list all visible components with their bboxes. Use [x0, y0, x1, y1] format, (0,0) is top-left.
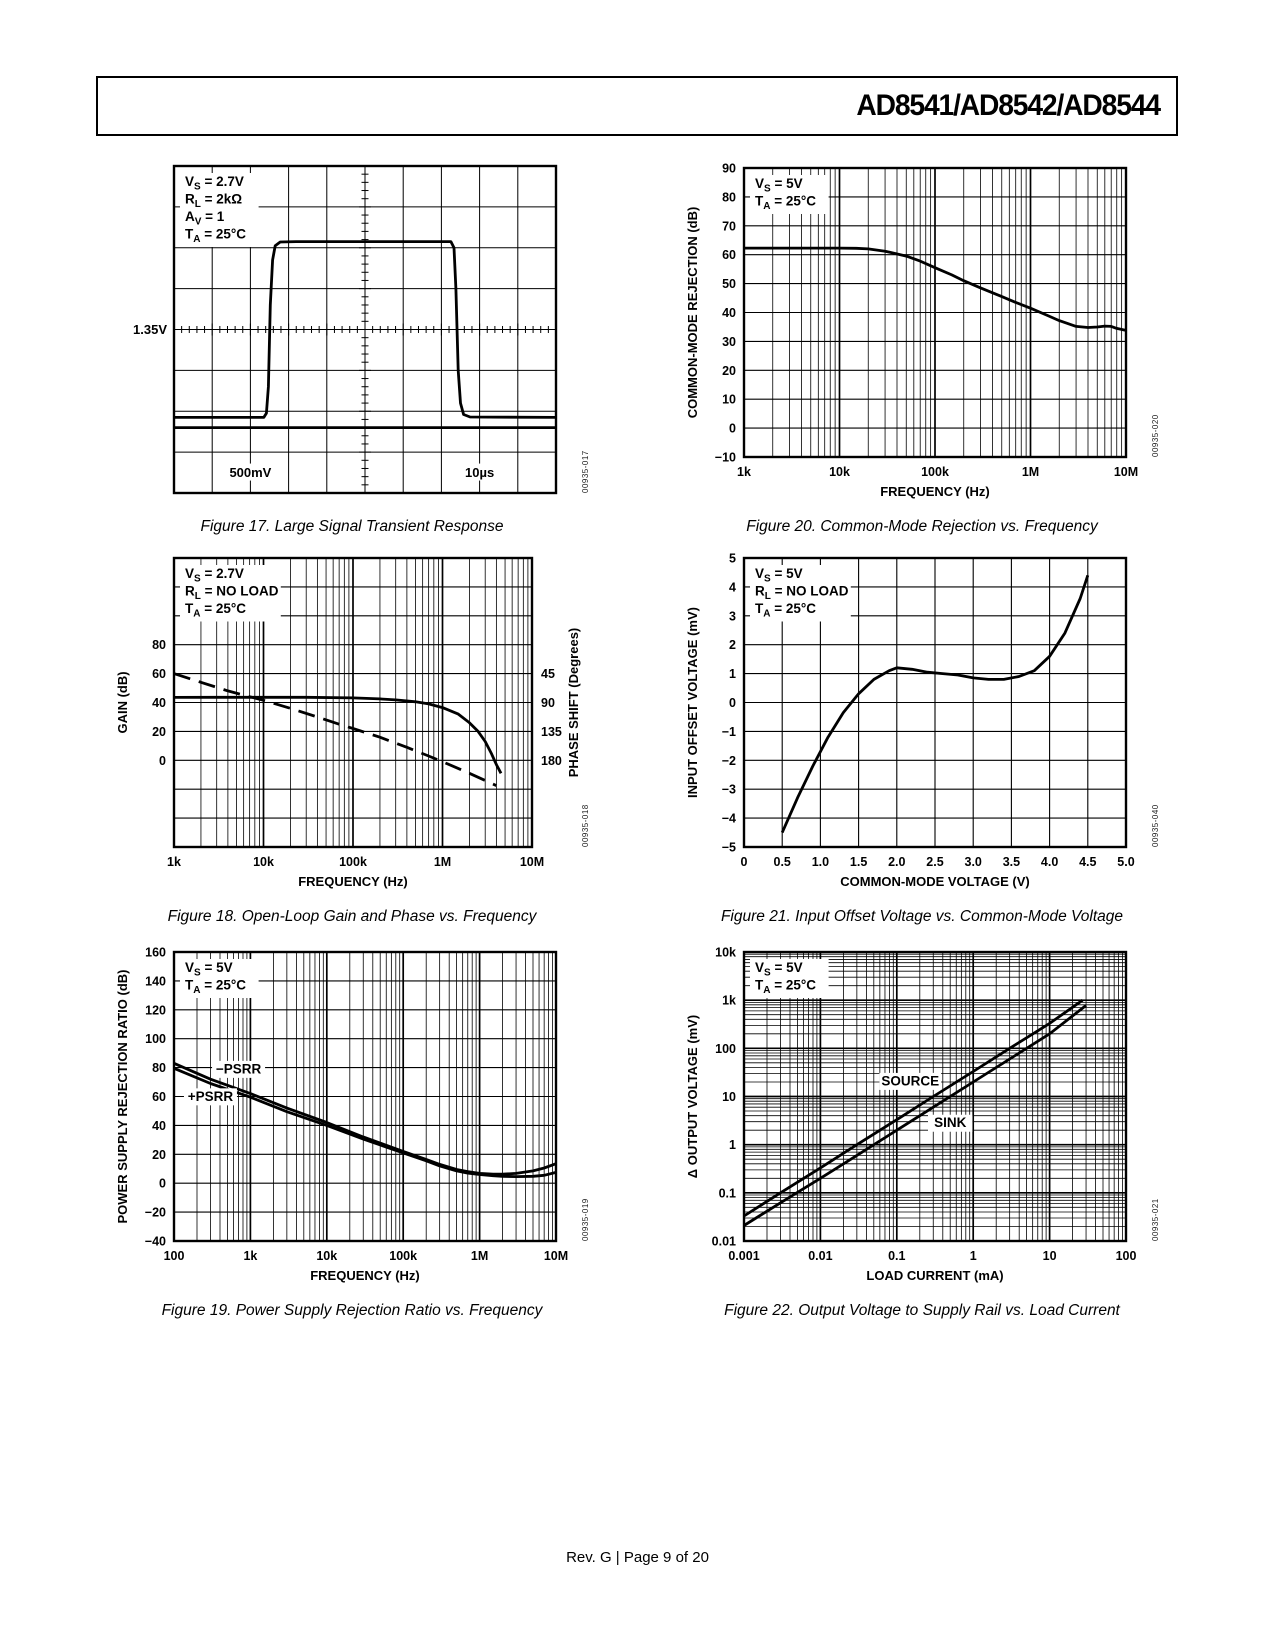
svg-text:00935-020: 00935-020: [1151, 414, 1160, 457]
figure-17-caption: Figure 17. Large Signal Transient Response: [200, 518, 504, 535]
svg-text:TA = 25°C: $T_A = 25^\circ C$: [185, 977, 247, 996]
svg-text:3.5: 3.5: [1002, 855, 1021, 869]
svg-text:VS = 5V: $V_S = 5V$: [755, 176, 803, 195]
svg-text:PHASE SHIFT (Degrees): PHASE SHIFT (Degrees): [566, 627, 581, 778]
svg-text:60: 60: [152, 1090, 166, 1104]
svg-text:−5: −5: [721, 840, 736, 855]
svg-text:00935-021: 00935-021: [1151, 1198, 1160, 1241]
svg-text:AV = 1: $A_V = 1$: [185, 209, 225, 228]
svg-text:1k: 1k: [737, 465, 751, 479]
svg-text:4.5: 4.5: [1079, 855, 1097, 869]
page-title: AD8541/AD8542/AD8544: [856, 89, 1160, 122]
svg-text:TA = 25°C: $T_A = 25^\circ C$: [185, 226, 247, 245]
svg-text:1M: 1M: [470, 1249, 489, 1263]
svg-text:50: 50: [722, 277, 736, 292]
svg-text:TA = 25°C: $T_A = 25^\circ C$: [755, 977, 817, 996]
svg-text:COMMON-MODE REJECTION (dB): COMMON-MODE REJECTION (dB): [685, 206, 700, 419]
svg-text:2.0: 2.0: [888, 855, 906, 869]
figure-18: [112, 548, 592, 926]
svg-text:0: 0: [159, 753, 166, 768]
svg-text:10: 10: [722, 392, 736, 407]
svg-text:3.0: 3.0: [964, 855, 982, 869]
figure-19-caption: Figure 19. Power Supply Rejection Ratio vs. Frequency: [161, 1302, 543, 1319]
svg-text:0.01: 0.01: [808, 1249, 833, 1263]
svg-text:100k: 100k: [389, 1249, 418, 1263]
svg-text:10M: 10M: [543, 1249, 569, 1263]
svg-text:100: 100: [163, 1249, 185, 1263]
svg-text:SINK: SINK: [934, 1115, 967, 1131]
svg-text:RL = NO LOAD: $R_L$ = NO LOAD: [185, 583, 279, 602]
svg-text:0: 0: [729, 696, 736, 710]
svg-text:POWER SUPPLY REJECTION RATIO (: POWER SUPPLY REJECTION RATIO (dB): [115, 969, 130, 1224]
figure-21: [682, 548, 1162, 926]
svg-text:RL = NO LOAD: $R_L$ = NO LOAD: [755, 583, 849, 602]
svg-text:−3: −3: [721, 782, 736, 797]
figure-21-chart: [682, 548, 1162, 893]
svg-text:0.001: 0.001: [728, 1249, 760, 1263]
svg-text:−4: −4: [721, 811, 736, 826]
svg-text:120: 120: [145, 1003, 166, 1018]
svg-text:80: 80: [722, 190, 736, 205]
figure-20-caption: Figure 20. Common-Mode Rejection vs. Frequency: [746, 518, 1098, 535]
svg-text:60: 60: [722, 248, 736, 263]
svg-text:100: 100: [1115, 1249, 1137, 1263]
svg-text:00935-019: 00935-019: [581, 1198, 590, 1241]
svg-text:0: 0: [740, 855, 748, 869]
svg-text:LOAD CURRENT (mA): LOAD CURRENT (mA): [866, 1268, 1004, 1283]
svg-text:−20: −20: [144, 1205, 166, 1220]
svg-text:45: 45: [541, 667, 555, 682]
svg-text:4.0: 4.0: [1040, 855, 1059, 869]
svg-text:00935-018: 00935-018: [581, 804, 590, 847]
svg-text:SOURCE: SOURCE: [881, 1073, 940, 1089]
svg-text:FREQUENCY (Hz): FREQUENCY (Hz): [310, 1268, 420, 1283]
svg-text:160: 160: [145, 945, 166, 960]
svg-text:0.1: 0.1: [718, 1186, 736, 1201]
svg-text:80: 80: [152, 638, 166, 653]
svg-text:20: 20: [722, 363, 736, 378]
svg-text:10k: 10k: [829, 465, 850, 479]
figure-19: [112, 942, 592, 1320]
svg-text:100: 100: [715, 1041, 736, 1056]
svg-text:1.0: 1.0: [811, 855, 830, 869]
svg-text:−1: −1: [721, 724, 736, 739]
svg-text:100k: 100k: [339, 855, 367, 869]
svg-text:90: 90: [722, 161, 736, 176]
figure-19-chart: [112, 942, 592, 1287]
svg-text:20: 20: [152, 724, 166, 739]
svg-text:10µs: 10µs: [465, 465, 495, 481]
svg-text:INPUT OFFSET VOLTAGE (mV): INPUT OFFSET VOLTAGE (mV): [685, 607, 700, 798]
svg-text:40: 40: [722, 306, 736, 320]
svg-text:40: 40: [152, 1118, 166, 1133]
svg-text:20: 20: [152, 1147, 166, 1162]
svg-text:Δ OUTPUT VOLTAGE (mV): Δ OUTPUT VOLTAGE (mV): [685, 1014, 700, 1179]
svg-text:1: 1: [729, 1138, 736, 1153]
svg-text:VS = 2.7V: $V_S = 2.7V$: [185, 566, 244, 585]
svg-text:1k: 1k: [722, 993, 736, 1008]
svg-text:1M: 1M: [1021, 465, 1040, 479]
svg-text:VS = 5V: $V_S = 5V$: [185, 960, 233, 979]
svg-text:FREQUENCY (Hz): FREQUENCY (Hz): [298, 874, 408, 889]
svg-text:10k: 10k: [316, 1249, 338, 1263]
header-bar: [96, 76, 1178, 136]
page-footer: Rev. G | Page 9 of 20: [566, 1549, 709, 1566]
figure-17: [112, 158, 592, 536]
figure-21-caption: Figure 21. Input Offset Voltage vs. Common-Mode Voltage: [720, 908, 1124, 925]
svg-text:180: 180: [541, 753, 562, 768]
svg-text:80: 80: [152, 1061, 166, 1076]
svg-text:0.5: 0.5: [773, 855, 791, 869]
svg-text:4: 4: [729, 580, 736, 595]
svg-text:135: 135: [541, 724, 562, 739]
svg-text:3: 3: [729, 609, 736, 624]
svg-text:TA = 25°C: $T_A = 25^\circ C$: [755, 193, 817, 212]
svg-text:GAIN (dB): GAIN (dB): [115, 671, 130, 734]
svg-text:0.1: 0.1: [888, 1249, 906, 1263]
figure-22-caption: Figure 22. Output Voltage to Supply Rail vs. Load Current: [724, 1302, 1120, 1319]
svg-text:0.01: 0.01: [711, 1234, 736, 1249]
svg-text:60: 60: [152, 667, 166, 682]
svg-text:1.35V: 1.35V: [133, 322, 167, 337]
svg-text:RL = 2kΩ: $R_L = 2k\Omega$: [185, 191, 243, 210]
figure-22-chart: [682, 942, 1162, 1287]
svg-text:2: 2: [729, 638, 736, 653]
svg-text:1.5: 1.5: [849, 855, 868, 869]
svg-text:+PSRR: +PSRR: [187, 1088, 234, 1104]
svg-text:1: 1: [729, 667, 736, 682]
svg-text:0: 0: [159, 1176, 166, 1191]
svg-text:1k: 1k: [243, 1249, 258, 1263]
svg-text:−PSRR: −PSRR: [215, 1061, 262, 1077]
svg-text:40: 40: [152, 696, 166, 710]
svg-text:VS = 5V: $V_S = 5V$: [755, 960, 803, 979]
svg-text:1: 1: [969, 1249, 977, 1263]
figure-20-chart: [682, 158, 1162, 503]
figure-18-caption: Figure 18. Open-Loop Gain and Phase vs. Frequency: [167, 908, 537, 925]
svg-text:VS = 2.7V: $V_S = 2.7V$: [185, 174, 244, 193]
svg-text:30: 30: [722, 334, 736, 349]
svg-text:10: 10: [722, 1090, 736, 1104]
svg-text:COMMON-MODE VOLTAGE (V): COMMON-MODE VOLTAGE (V): [840, 874, 1030, 889]
svg-text:500mV: 500mV: [229, 465, 272, 481]
svg-text:10: 10: [1042, 1249, 1057, 1263]
svg-text:5: 5: [729, 551, 736, 566]
svg-text:VS = 5V: $V_S = 5V$: [755, 566, 803, 585]
figure-18-chart: [112, 548, 592, 893]
svg-text:10k: 10k: [253, 855, 274, 869]
svg-text:FREQUENCY (Hz): FREQUENCY (Hz): [880, 484, 990, 499]
svg-text:5.0: 5.0: [1117, 855, 1135, 869]
svg-text:10M: 10M: [519, 855, 545, 869]
svg-text:70: 70: [722, 219, 736, 234]
svg-text:TA = 25°C: $T_A = 25^\circ C$: [755, 601, 817, 620]
svg-text:00935-017: 00935-017: [581, 450, 590, 493]
svg-text:2.5: 2.5: [926, 855, 944, 869]
svg-text:100k: 100k: [921, 465, 949, 479]
svg-text:00935-040: 00935-040: [1151, 804, 1160, 847]
figure-22: [682, 942, 1162, 1320]
svg-text:−10: −10: [714, 450, 736, 465]
svg-text:TA = 25°C: $T_A = 25^\circ C$: [185, 601, 247, 620]
svg-text:10k: 10k: [715, 945, 736, 960]
svg-text:140: 140: [145, 974, 166, 989]
svg-text:1k: 1k: [167, 855, 181, 869]
svg-text:100: 100: [145, 1032, 166, 1047]
svg-text:0: 0: [729, 421, 736, 436]
svg-text:1M: 1M: [433, 855, 452, 869]
figure-20: [682, 158, 1162, 536]
figure-17-chart: [112, 158, 592, 503]
svg-text:90: 90: [541, 696, 555, 710]
svg-text:−40: −40: [144, 1234, 166, 1249]
svg-text:10M: 10M: [1113, 465, 1139, 479]
svg-text:−2: −2: [721, 753, 736, 768]
